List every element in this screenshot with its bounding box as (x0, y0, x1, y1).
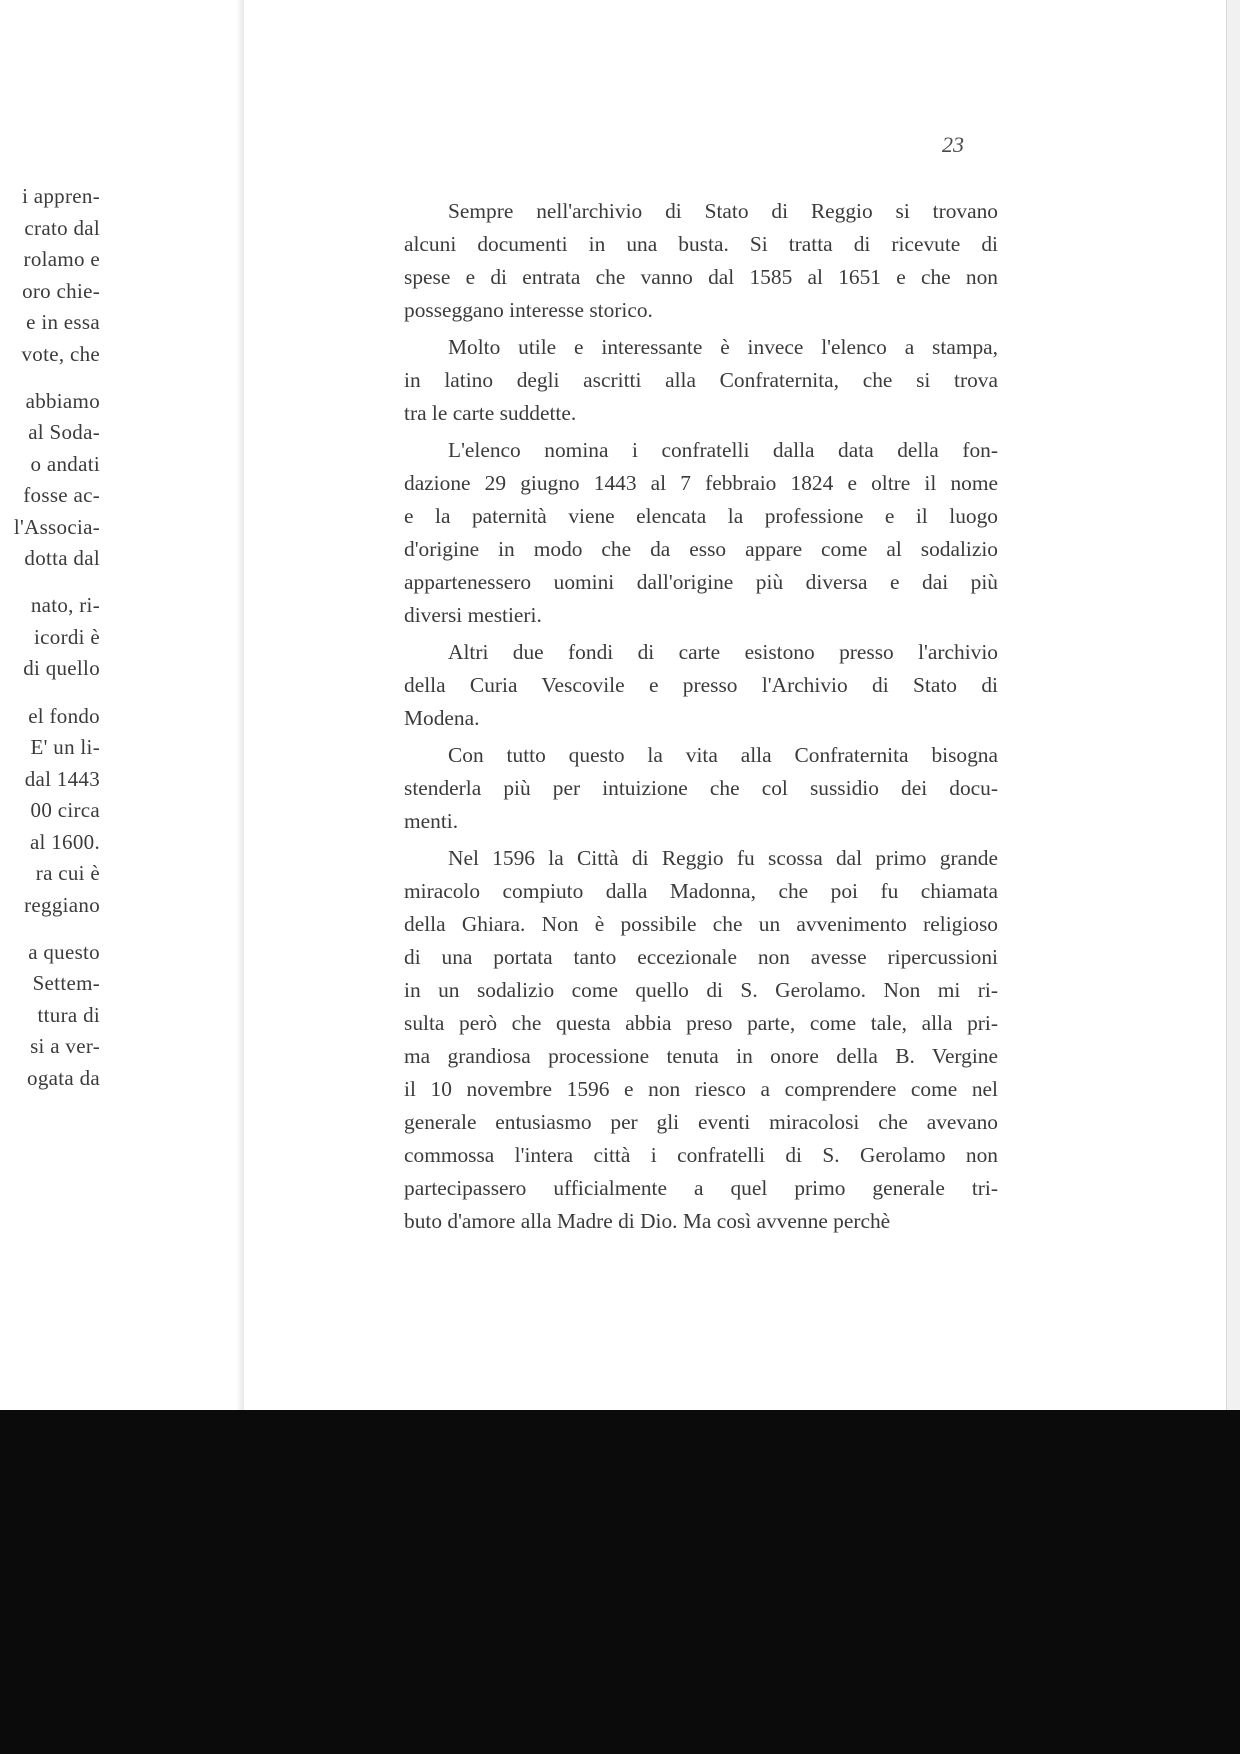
left-page-line: a questo (28, 939, 100, 964)
left-page-line: el fondo (28, 703, 100, 728)
text-line: stenderla più per intuizione che col sussidio dei docu- (404, 776, 998, 800)
left-page-line: dotta dal (24, 546, 100, 571)
text-line: di una portata tanto eccezionale non avesse ripercussioni (404, 945, 998, 969)
text-line: della Curia Vescovile e presso l'Archivio di Stato di (404, 673, 998, 697)
body-text (404, 195, 998, 1242)
left-page-line: rolamo e (23, 247, 100, 271)
left-page-line: e in essa (26, 310, 100, 334)
text-line: Altri due fondi di carte esistono presso l'archivio (448, 640, 998, 664)
paragraph (404, 739, 998, 838)
text-line: diversi mestieri. (404, 603, 542, 627)
text-line: buto d'amore alla Madre di Dio. Ma così avvenne perchè (404, 1209, 891, 1233)
left-page-line: fosse ac- (23, 483, 100, 508)
text-line: Modena. (404, 706, 480, 730)
left-page-line: i appren- (22, 184, 100, 208)
page-number: 23 (942, 132, 964, 157)
left-page-line: oro chie- (22, 278, 100, 303)
left-page-line: al Soda- (28, 420, 100, 445)
text-line: d'origine in modo che da esso appare come al sodalizio (404, 537, 998, 561)
paragraph (404, 636, 998, 735)
text-line: in latino degli ascritti alla Confraternita, che si trova (404, 368, 998, 392)
text-line: spese e di entrata che vanno dal 1585 al 1651 e che non (404, 265, 998, 289)
left-page-line: crato dal (24, 215, 100, 240)
text-line: Molto utile e interessante è invece l'elenco a stampa, (448, 335, 998, 359)
text-line: Nel 1596 la Città di Reggio fu scossa dal primo grande (448, 846, 998, 870)
text-line: generale entusiasmo per gli eventi miracolosi che avevano (404, 1110, 998, 1134)
text-line: ma grandiosa processione tenuta in onore della B. Vergine (404, 1044, 998, 1068)
right-page-edge (1226, 0, 1240, 1410)
left-page-line: ra cui è (35, 861, 100, 886)
left-page-line: abbiamo (25, 388, 100, 413)
text-line: dazione 29 giugno 1443 al 7 febbraio 1824 e oltre il nome (404, 471, 998, 495)
left-page-fragment (0, 0, 245, 1410)
scanner-background (0, 1410, 1240, 1754)
left-page-line: dal 1443 (24, 766, 100, 791)
left-page-line: di quello (23, 656, 100, 681)
left-page-line: icordi è (34, 624, 100, 649)
left-page-line: nato, ri- (30, 593, 100, 618)
left-page-line: 00 circa (30, 798, 100, 823)
text-line: miracolo compiuto dalla Madonna, che poi fu chiamata (404, 879, 998, 903)
left-page-line: ogata da (27, 1065, 100, 1090)
text-line: partecipassero ufficialmente a quel primo generale tri- (404, 1176, 998, 1200)
left-page-line: l'Associa- (13, 514, 100, 539)
left-page-line: reggiano (24, 892, 100, 917)
left-page-line: o andati (30, 451, 100, 476)
page-fold-shadow (236, 0, 244, 1410)
left-page-line: ttura di (37, 1002, 100, 1027)
text-line: appartenessero uomini dall'origine più diversa e dai più (404, 570, 998, 594)
paragraph (404, 331, 998, 430)
left-page-line: Settem- (32, 971, 100, 996)
paragraph (404, 434, 998, 632)
paragraph (404, 195, 998, 327)
text-line: alcuni documenti in una busta. Si tratta di ricevute di (404, 232, 998, 256)
text-line: posseggano interesse storico. (404, 298, 653, 322)
left-page-line: vote, che (21, 341, 100, 366)
text-line: sulta però che questa abbia preso parte, come tale, alla pri- (404, 1011, 998, 1035)
left-page-line: si a ver- (30, 1034, 100, 1059)
paragraph (404, 842, 998, 1238)
text-line: in un sodalizio come quello di S. Gerolamo. Non mi ri- (404, 978, 998, 1002)
text-line: il 10 novembre 1596 e non riesco a comprendere come nel (404, 1077, 998, 1101)
text-line: commossa l'intera città i confratelli di S. Gerolamo non (404, 1143, 998, 1167)
text-line: e la paternità viene elencata la professione e il luogo (404, 504, 998, 528)
text-line: tra le carte suddette. (404, 401, 577, 425)
left-page-line: E' un li- (30, 735, 100, 760)
text-line: L'elenco nomina i confratelli dalla data della fon- (448, 438, 998, 462)
left-page-line: al 1600. (29, 829, 100, 854)
text-line: Sempre nell'archivio di Stato di Reggio si trovano (448, 199, 998, 223)
text-line: Con tutto questo la vita alla Confraternita bisogna (448, 743, 998, 767)
text-line: menti. (404, 809, 459, 833)
text-line: della Ghiara. Non è possibile che un avvenimento religioso (404, 912, 998, 936)
